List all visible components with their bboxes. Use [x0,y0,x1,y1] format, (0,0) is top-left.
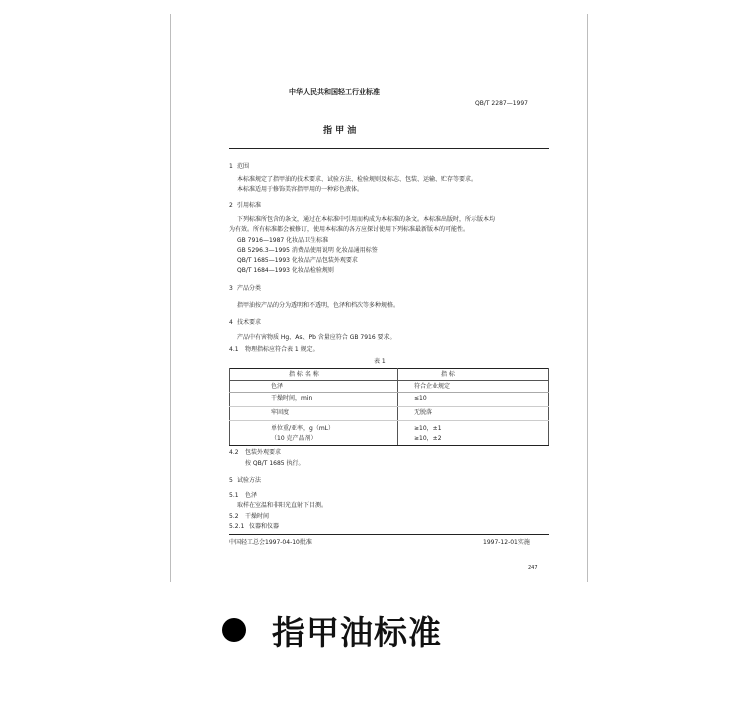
table-cell-name: 单位重/亚率，g（mL） [271,425,335,432]
table-top-rule [229,368,549,369]
caption-title: 指甲油标准 [272,612,442,652]
section-2-heading: 引用标准 [237,202,262,209]
table-cell-name: （10 克产品剂） [271,435,317,442]
section-3-heading: 产品分类 [237,285,262,292]
section-4-2-text: 按 QB/T 1685 执行。 [245,460,305,467]
table-caption: 表 1 [374,358,386,365]
section-4-line: 产品中有害物质 Hg、As、Pb 含量应符合 GB 7916 要求。 [237,334,396,341]
section-5-1-text: 取样在室温和非阳光直射下目测。 [237,502,328,509]
section-4-2-number: 4.2 [229,449,239,456]
section-5-2-heading: 干燥时间 [245,513,270,520]
bullet-icon [222,618,246,642]
standard-document-page [170,14,588,582]
table-header-rule [229,380,549,381]
issuer-heading: 中华人民共和国轻工行业标准 [289,88,380,96]
effective-date: 1997-12-01实施 [483,539,530,546]
table-cell-value: ≥10，±2 [414,435,442,442]
table-cell-value: 符合企业规定 [414,383,451,390]
table-cell-name: 干燥时间，min [271,395,313,402]
section-4-2-heading: 包装外观要求 [245,449,282,456]
table-cell-name: 色泽 [271,383,284,390]
reference-item: GB 5296.3—1995 消费品使用说明 化妆品通用标签 [237,247,378,254]
document-title: 指 甲 油 [323,126,357,136]
section-5-1-number: 5.1 [229,492,239,499]
table-cell-value: ≤10 [414,395,427,402]
reference-item: QB/T 1684—1993 化妆品检验规则 [237,267,334,274]
section-4-1-number: 4.1 [229,346,239,353]
page-number: 247 [528,565,538,571]
section-2-line: 为有效。所有标准都会被修订，使用本标准的各方应探讨使用下列标准最新版本的可能性。 [229,226,470,233]
header-rule [229,148,549,149]
table-row-rule [229,406,549,407]
section-2-number: 2 [229,202,233,209]
section-4-heading: 技术要求 [237,319,262,326]
table-cell-name: 牢固度 [271,409,290,416]
table-row-rule [229,420,549,421]
section-4-1-text: 物理指标应符合表 1 规定。 [245,346,319,353]
table-bottom-rule [229,445,549,446]
table-cell-value: 无脱落 [414,409,433,416]
section-5-2-1-number: 5.2.1 [229,523,245,530]
section-5-1-heading: 色泽 [245,492,258,499]
section-4-number: 4 [229,319,233,326]
section-1-heading: 范围 [237,163,250,170]
section-5-2-number: 5.2 [229,513,239,520]
section-1-number: 1 [229,163,233,170]
caption [222,606,442,654]
section-5-number: 5 [229,477,233,484]
section-5-heading: 试验方法 [237,477,262,484]
table-cell-value: ≥10，±1 [414,425,442,432]
section-2-line: 下列标准所包含的条文，通过在本标准中引用而构成为本标准的条文。本标准出版时，所示版本均 [237,216,496,223]
reference-item: GB 7916—1987 化妆品卫生标准 [237,237,329,244]
section-3-line: 指甲油按产品的分为透明和不透明，色泽和档次等多种规格。 [237,302,400,309]
section-3-number: 3 [229,285,233,292]
section-1-line: 本标准适用于修饰美容指甲用的一种彩色液体。 [237,186,364,193]
table-column-header: 指 标 名 称 [289,371,319,378]
table-row-rule [229,392,549,393]
section-1-line: 本标准规定了指甲油的技术要求、试验方法、检验规则及标志、包装、运输、贮存等要求。 [237,176,478,183]
footer-rule [229,534,549,535]
reference-item: QB/T 1685—1993 化妆品产品包装外观要求 [237,257,358,264]
section-5-2-1-heading: 仪器和仪器 [249,523,280,530]
approval-date: 中国轻工总会1997-04-10批准 [229,539,312,546]
table-column-header: 指 标 [441,371,455,378]
standard-code: QB/T 2287—1997 [475,100,528,107]
